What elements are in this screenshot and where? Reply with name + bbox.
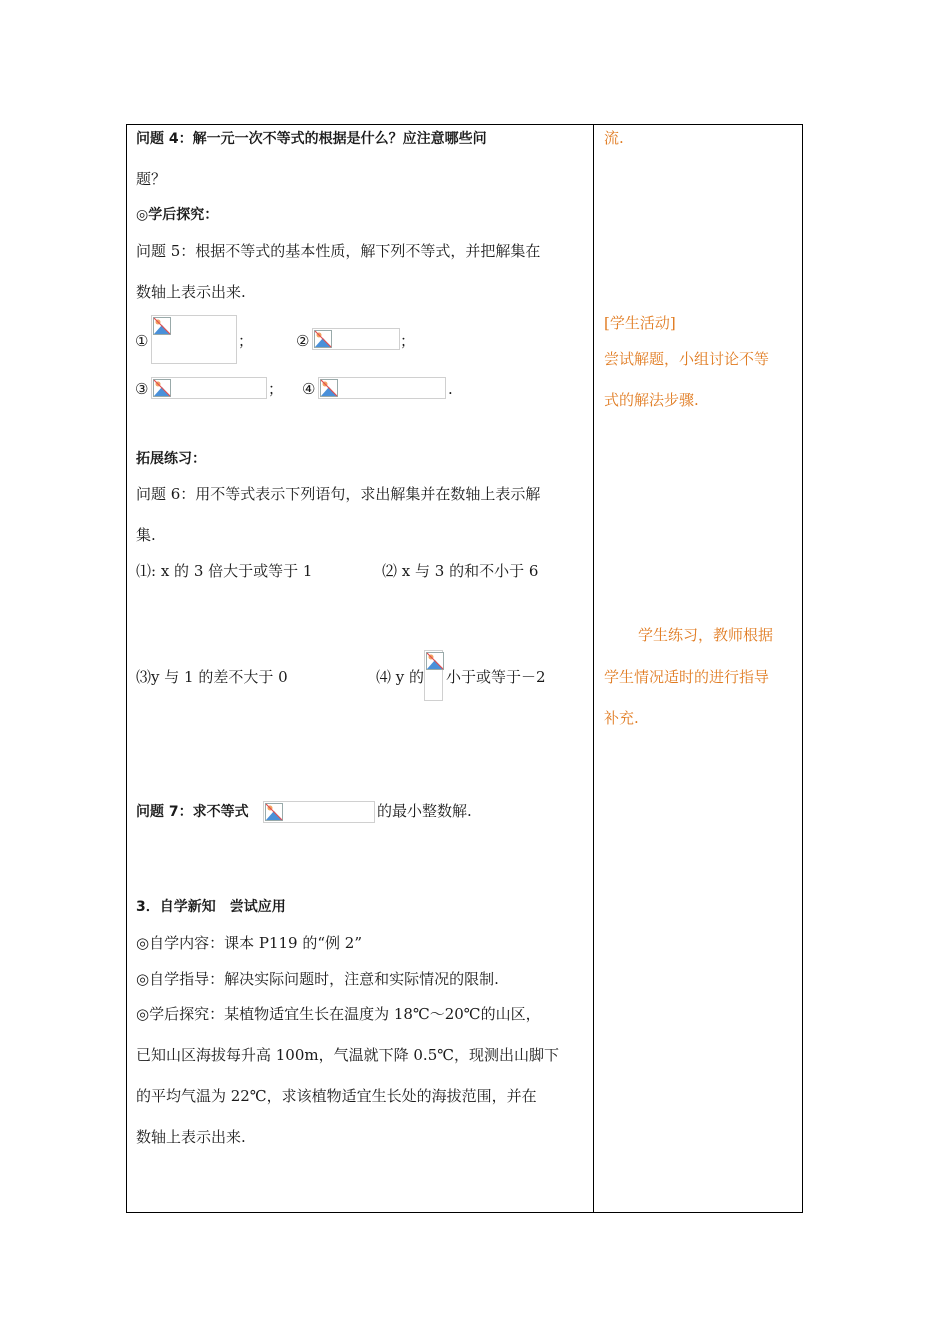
- statement-4-start: ⑷ y 的: [376, 668, 425, 686]
- formula-image-2: [312, 328, 400, 350]
- explore-2-line-3: 的平均气温为 22℃，求该植物适宜生长处的海拔范围，并在: [136, 1087, 537, 1105]
- student-activity-line-2: 式的解法步骤.: [604, 391, 699, 409]
- extend-practice-heading: 拓展练习：: [136, 451, 206, 467]
- explore-2-line-2: 已知山区海拔每升高 100m，气温就下降 0.5℃，现测出山脚下: [136, 1046, 560, 1064]
- student-activity-line-1: 尝试解题，小组讨论不等: [604, 350, 770, 368]
- broken-image-icon: [426, 652, 444, 670]
- item-1-label: ①: [135, 332, 149, 350]
- self-study-guide: ◎自学指导：解决实际问题时，注意和实际情况的限制.: [136, 970, 499, 988]
- right-liu: 流.: [604, 129, 624, 147]
- formula-image-4: [318, 377, 446, 399]
- semicolon-3: ；: [268, 380, 284, 398]
- statement-4-end: 小于或等于－2: [446, 668, 546, 686]
- question-5: 问题 5：根据不等式的基本性质，解下列不等式，并把解集在: [136, 242, 541, 260]
- question-4-cont: 题？: [136, 170, 167, 188]
- formula-image-5: [424, 650, 443, 701]
- practice-line-2: 学生情况适时的进行指导: [604, 668, 770, 686]
- broken-image-icon: [153, 317, 171, 335]
- question-7-start: 问题 7：求不等式: [136, 804, 249, 820]
- item-4-label: ④: [302, 380, 316, 398]
- practice-line-1: 学生练习，教师根据: [638, 626, 774, 644]
- semicolon-2: ；: [400, 332, 416, 350]
- student-activity-title: [学生活动]: [604, 314, 676, 332]
- item-2-label: ②: [296, 332, 310, 350]
- question-6: 问题 6：用不等式表示下列语句，求出解集并在数轴上表示解: [136, 485, 541, 503]
- statement-3: ⑶y 与 1 的差不大于 0: [136, 668, 288, 686]
- self-study-content: ◎自学内容：课本 P119 的“例 2”: [136, 934, 362, 952]
- broken-image-icon: [314, 330, 332, 348]
- practice-line-3: 补充.: [604, 709, 639, 727]
- item-3-label: ③: [135, 380, 149, 398]
- question-4: 问题 4：解一元一次不等式的根据是什么？应注意哪些问: [136, 131, 487, 147]
- question-7-end: 的最小整数解.: [377, 802, 472, 820]
- broken-image-icon: [153, 379, 171, 397]
- statement-2: ⑵ x 与 3 的和不小于 6: [382, 562, 539, 580]
- broken-image-icon: [320, 379, 338, 397]
- explore-2-line-1: ◎学后探究：某植物适宜生长在温度为 18℃～20℃的山区，: [136, 1005, 541, 1023]
- explore-2-line-4: 数轴上表示出来.: [136, 1128, 246, 1146]
- formula-image-3: [151, 377, 267, 399]
- period: .: [448, 380, 453, 398]
- column-divider: [593, 124, 594, 1213]
- formula-image-1: [151, 315, 237, 364]
- question-5-cont: 数轴上表示出来.: [136, 283, 246, 301]
- statement-1: ⑴: x 的 3 倍大于或等于 1: [136, 562, 313, 580]
- explore-heading-1: ◎学后探究：: [136, 207, 219, 223]
- broken-image-icon: [265, 803, 283, 821]
- semicolon-1: ；: [238, 332, 254, 350]
- formula-image-6: [263, 801, 375, 823]
- question-6-cont: 集.: [136, 526, 156, 544]
- section-3-heading: 3．自学新知 尝试应用: [136, 899, 286, 915]
